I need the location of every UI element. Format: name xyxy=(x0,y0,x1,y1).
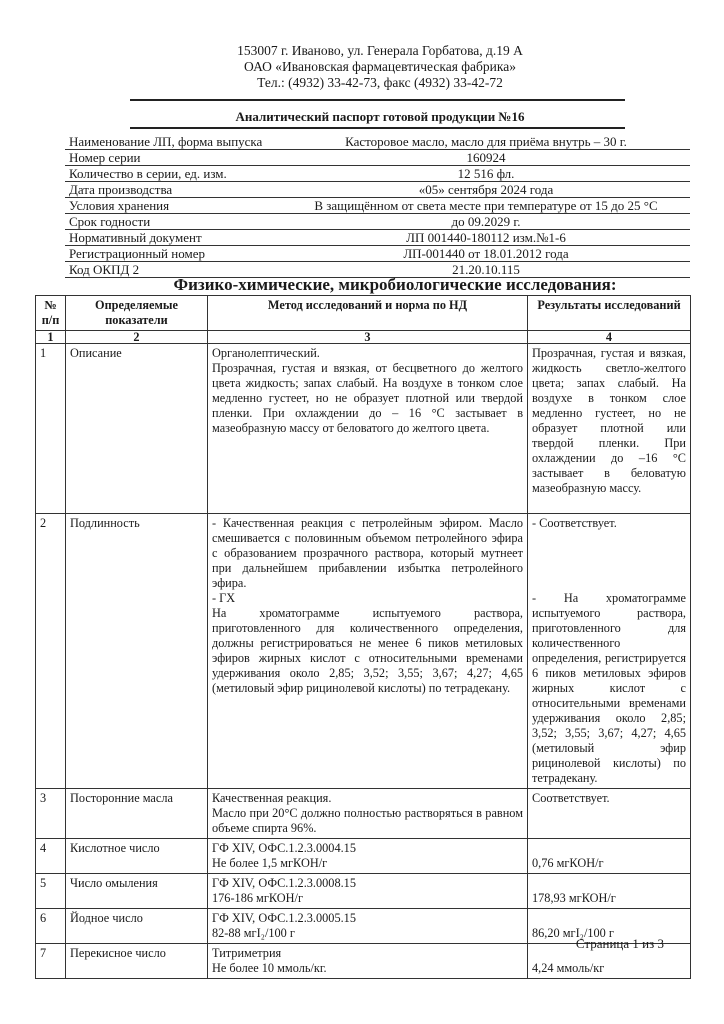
col-num-4: 4 xyxy=(528,331,691,344)
parameter-cell: Кислотное число xyxy=(66,839,208,874)
method-cell xyxy=(208,789,528,839)
result-cell: 178,93 мгКОН/г xyxy=(528,874,691,909)
info-value: 160924 xyxy=(282,150,690,166)
info-value: В защищённом от света месте при температуре от 15 до 25 °C xyxy=(282,198,690,214)
page-number: Страница 1 из 3 xyxy=(575,936,664,951)
phone: Тел.: (4932) 33-42-73, факс (4932) 33-42-72 xyxy=(257,75,503,90)
method-line: Прозрачная, густая и вязкая, от бесцветного до желтого цвета жидкость; запах слабый. На воздухе в тонком слое медленно густеет, но не образует плотной или твердой пленки. При охлаждении до – 16 °С застывает в мазеобразную массу от беловатого до желтого цвета. xyxy=(212,361,523,435)
info-value: Касторовое масло, масло для приёма внутрь – 30 г. xyxy=(282,134,690,150)
info-row xyxy=(65,134,690,150)
table-row xyxy=(36,874,691,909)
header-number: № п/п xyxy=(36,296,66,331)
method-cell xyxy=(208,874,528,909)
info-label: Номер серии xyxy=(65,150,282,166)
info-value: до 09.2029 г. xyxy=(282,214,690,230)
parameter-cell: Посторонние масла xyxy=(66,789,208,839)
info-label: Дата производства xyxy=(65,182,282,198)
divider xyxy=(130,127,625,129)
row-number: 7 xyxy=(36,944,66,979)
method-line: Масло при 20°С должно полностью растворяться в равном объеме спирта 96%. xyxy=(212,806,523,835)
method-cell xyxy=(208,344,528,514)
method-line: ГФ XIV, ОФС.1.2.3.0008.15 xyxy=(212,876,356,890)
table-row xyxy=(36,839,691,874)
info-label: Условия хранения xyxy=(65,198,282,214)
method-line: ГФ XIV, ОФС.1.2.3.0004.15 xyxy=(212,841,356,855)
header-method: Метод исследований и норма по НД xyxy=(208,296,528,331)
result-cell: Соответствует. xyxy=(528,789,691,839)
info-label: Количество в серии, ед. изм. xyxy=(65,166,282,182)
method-line: - Качественная реакция с петролейным эфиром. Масло смешивается с половинным объемом петролейного эфира с образованием прозрачного раствора, который мутнеет при дальнейшем прибавлении избытка петролейного эфира. xyxy=(212,516,523,590)
col-num-3: 3 xyxy=(208,331,528,344)
info-value: ЛП-001440 от 18.01.2012 года xyxy=(282,246,690,262)
info-row xyxy=(65,166,690,182)
result-cell: 4,24 ммоль/кг xyxy=(528,944,691,979)
method-line: 82-88 мгI₂/100 г xyxy=(212,926,295,940)
result-cell xyxy=(528,514,691,789)
method-cell xyxy=(208,514,528,789)
info-label: Нормативный документ xyxy=(65,230,282,246)
info-label: Код ОКПД 2 xyxy=(65,262,282,278)
header-result: Результаты исследований xyxy=(528,296,691,331)
column-number-row xyxy=(36,331,691,344)
parameter-cell: Описание xyxy=(66,344,208,514)
method-cell xyxy=(208,839,528,874)
method-line: Титриметрия xyxy=(212,946,282,960)
row-number: 4 xyxy=(36,839,66,874)
result-text-2: - На хроматограмме испытуемого раствора, приготовленного для количественного определения, регистрируется 6 пиков метиловых эфиров жирных кислот с относительными временами удерживания около 2,85; 3,52; 3,55; 3,67; 4,27; 4,65 (метиловый эфир рицинолевой кислоты) по тетрадекану. xyxy=(532,591,686,785)
method-line: Качественная реакция. xyxy=(212,791,332,805)
info-row xyxy=(65,214,690,230)
col-num-1: 1 xyxy=(36,331,66,344)
parameter-cell: Подлинность xyxy=(66,514,208,789)
col-num-2: 2 xyxy=(66,331,208,344)
info-value: 21.20.10.115 xyxy=(282,262,690,278)
row-number: 5 xyxy=(36,874,66,909)
info-label: Регистрационный номер xyxy=(65,246,282,262)
method-cell xyxy=(208,944,528,979)
parameter-cell: Йодное число xyxy=(66,909,208,944)
table-row xyxy=(36,344,691,514)
header-parameter: Определяемые показатели xyxy=(66,296,208,331)
section-title: Физико-химические, микробиологические исследования: xyxy=(173,275,617,294)
method-cell xyxy=(208,909,528,944)
table-row xyxy=(36,514,691,789)
info-label: Наименование ЛП, форма выпуска xyxy=(65,134,282,150)
divider xyxy=(130,99,625,101)
row-number: 1 xyxy=(36,344,66,514)
product-info-table xyxy=(65,134,690,278)
result-cell: 0,76 мгКОН/г xyxy=(528,839,691,874)
row-number: 2 xyxy=(36,514,66,789)
result-text: - Соответствует. xyxy=(532,516,617,530)
company-name: ОАО «Ивановская фармацевтическая фабрика» xyxy=(244,59,516,74)
method-line: 176-186 мгКОН/г xyxy=(212,891,304,905)
result-cell: Прозрачная, густая и вязкая, жидкость светло-желтого цвета; запах слабый. На воздухе в тонком слое медленно густеет, но не образует плотной или твердой пленки. При охлаждении до –16 °С застывает в беловатую мазеобразную массу. xyxy=(528,344,691,514)
table-header-row xyxy=(36,296,691,331)
parameter-cell: Число омыления xyxy=(66,874,208,909)
address: 153007 г. Иваново, ул. Генерала Горбатова, д.19 А xyxy=(237,43,523,58)
info-row xyxy=(65,150,690,166)
document-title: Аналитический паспорт готовой продукции №16 xyxy=(235,109,525,124)
method-line: На хроматограмме испытуемого раствора, приготовленного для количественного определения, должны регистрироваться не менее 6 пиков метиловых эфиров жирных кислот с относительными временами удерживания около 2,85; 3,52; 3,55; 3,67; 4,27; 4,65 (метиловый эфир рицинолевой кислоты) по тетрадекану. xyxy=(212,606,523,695)
info-value: 12 516 фл. xyxy=(282,166,690,182)
info-row xyxy=(65,246,690,262)
method-line: ГФ XIV, ОФС.1.2.3.0005.15 xyxy=(212,911,356,925)
info-row xyxy=(65,230,690,246)
row-number: 3 xyxy=(36,789,66,839)
method-line: - ГХ xyxy=(212,591,236,605)
row-number: 6 xyxy=(36,909,66,944)
method-line: Органолептический. xyxy=(212,346,320,360)
info-row xyxy=(65,182,690,198)
info-value: ЛП 001440-180112 изм.№1-6 xyxy=(282,230,690,246)
info-row xyxy=(65,198,690,214)
analysis-table xyxy=(35,295,691,979)
method-line: Не более 10 ммоль/кг. xyxy=(212,961,327,975)
info-value: «05» сентября 2024 года xyxy=(282,182,690,198)
result-cell: 86,20 мгI₂/100 г xyxy=(528,909,691,944)
table-row xyxy=(36,789,691,839)
method-line: Не более 1,5 мгКОН/г xyxy=(212,856,328,870)
info-label: Срок годности xyxy=(65,214,282,230)
parameter-cell: Перекисное число xyxy=(66,944,208,979)
